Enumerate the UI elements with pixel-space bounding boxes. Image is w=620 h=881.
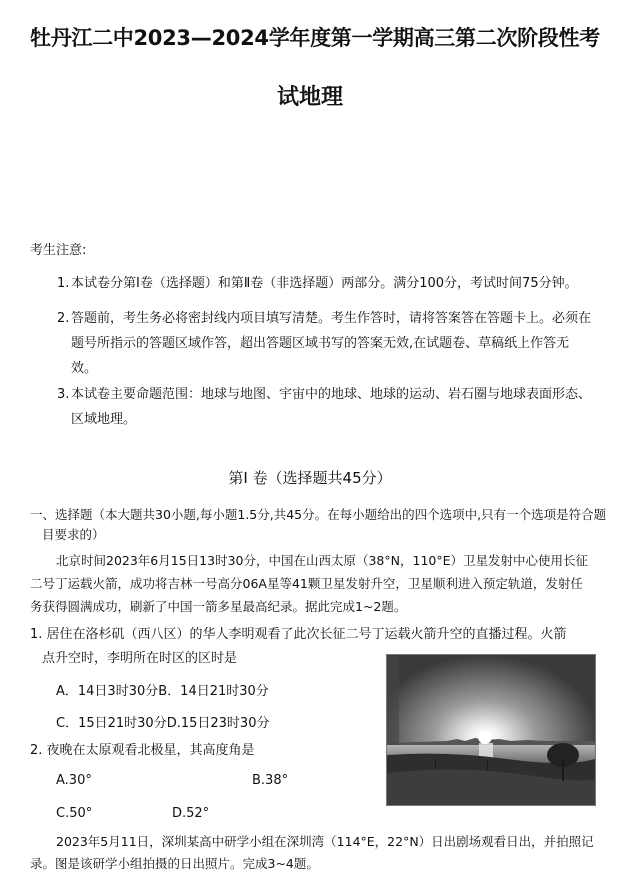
notice-item-number: 1.: [57, 276, 70, 291]
passage-2: 2023年5月11日，深圳某高中研学小组在深圳湾（114°E，22°N）日出剧场观看日出，并拍照记录。图是该研学小组拍摄的日出照片。完成3~4题。: [30, 834, 594, 871]
notice-item: [57, 306, 595, 381]
notice-item-number: 2.: [57, 311, 70, 326]
question-1-options-cd: C．15日21时30分D.15日23时30分: [56, 716, 270, 731]
question-2-stem: 2. 夜晚在太原观看北极星，其高度角是: [30, 743, 255, 758]
instructions: 一、选择题（本大题共30小题,每小题1.5分,共45分。在每小题给出的四个选项中,只有一个选项是符合题目要求的）: [30, 507, 607, 542]
question-1-options-ab: A．14日3时30分B．14日21时30分: [56, 684, 269, 699]
question-2-option-d: D.52°: [172, 806, 210, 821]
document-title-continued: 试地理: [276, 85, 343, 110]
sunrise-photo: [386, 654, 596, 806]
notice-item-text: 本试卷主要命题范围：地球与地图、宇宙中的地球、地球的运动、岩石圈与地球表面形态、区域地理。: [71, 387, 592, 427]
question-2-option-b: B.38°: [252, 773, 289, 788]
notice-item: [57, 382, 595, 432]
notice-item-text: 本试卷分第Ⅰ卷（选择题）和第Ⅱ卷（非选择题）两部分。满分100分，考试时间75分钟。: [71, 276, 578, 291]
question-1-stem: 1. 居住在洛杉矶（西八区）的华人李明观看了此次长征二号丁运载火箭升空的直播过程。火箭: [30, 627, 567, 642]
question-1-stem-continued: 点升空时，李明所在时区的区时是: [42, 651, 238, 666]
question-2-option-a: A.30°: [56, 773, 92, 788]
passage-1: 北京时间2023年6月15日13时30分，中国在山西太原（38°N，110°E）卫星发射中心使用长征二号丁运载火箭，成功将吉林一号高分06A星等41颗卫星发射升空，卫星顺利进入预定轨道，发射任务获得圆满成功，刷新了中国一箭多星最高纪录。据此完成1~2题。: [30, 553, 588, 614]
notice-item: [57, 271, 595, 296]
section-title: 第Ⅰ 卷（选择题共45分）: [228, 469, 392, 487]
notice-item-text: 答题前，考生务必将密封线内项目填写清楚。考生作答时，请将答案答在答题卡上。必须在题号所指示的答题区域作答，超出答题区域书写的答案无效,在试题卷、草稿纸上作答无效。: [71, 311, 592, 376]
document-title: 牡丹江二中2023—2024学年度第一学期高三第二次阶段性考: [30, 26, 600, 50]
question-2-option-c: C.50°: [56, 806, 93, 821]
notice-heading: 考生注意:: [30, 243, 87, 258]
notice-item-number: 3.: [57, 387, 70, 402]
